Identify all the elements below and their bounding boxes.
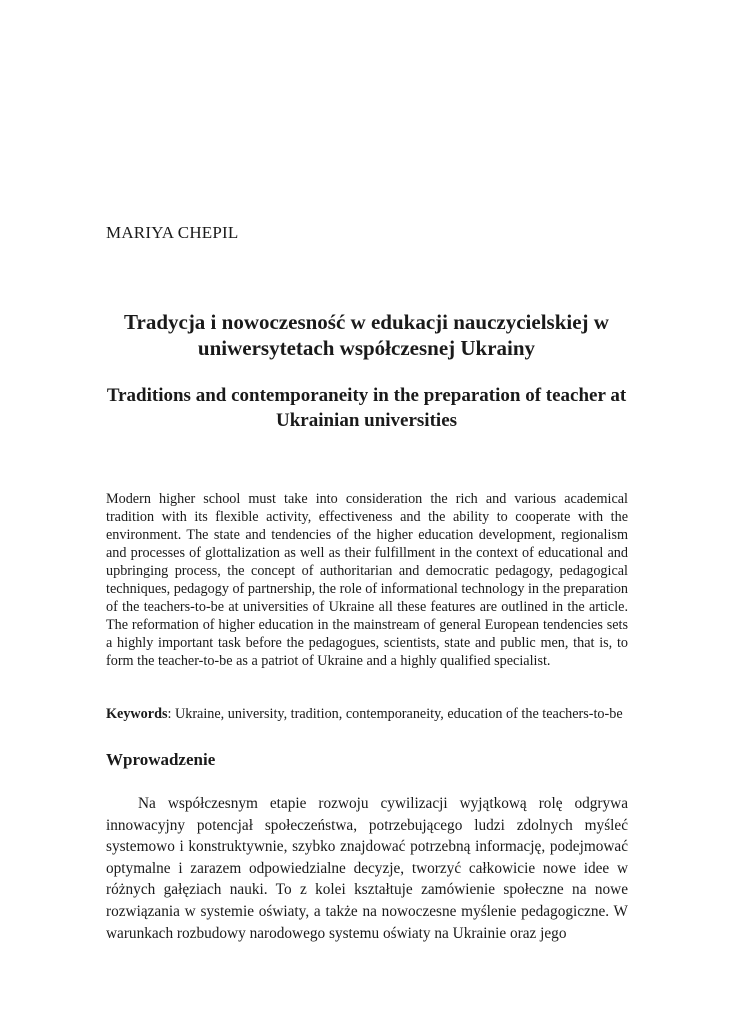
section-heading: Wprowadzenie [106,750,216,769]
author-name: MARIYA CHEPIL [106,223,239,242]
title-english: Traditions and contemporaneity in the preparation of teacher at Ukrainian universities [106,385,627,431]
abstract: Modern higher school must take into consideration the rich and various academical tradition with its flexible activity, effectiveness and the ability to cooperate with the environment. The state and tendencies of the higher education development, regionalism and processes of glottalization as well as their fulfillment in the context of educational and upbringing process, the concept of authoritarian and democratic pedagogy, pedagogical techniques, pedagogy of partnership, the role of informational technology in the preparation of the teachers-to-be at universities of Ukraine all these features are outlined in the article. The reformation of higher education in the mainstream of general European tendencies sets a highly important task before the pedagogues, scientists, state and public men, that is, to form the teacher-to-be as a patriot of Ukraine and a highly qualified specialist. [106,491,629,669]
keywords-text: Ukraine, university, tradition, contemporaneity, education of the teachers-to-be [174,706,623,722]
keywords-separator: : [167,706,175,722]
keywords-label: Keywords [106,706,168,722]
keywords-line [106,705,636,723]
body-paragraph: Na współczesnym etapie rozwoju cywilizacji wyjątkową rolę odgrywa innowacyjny potencjał społeczeństwa, potrzebującego ludzi zdolnych myśleć systemowo i konstruktywnie, szybko znajdować potrzebną informację, podejmować optymalne i zarazem odpowiedzialne decyzje, tworzyć całkowicie nowe idee w różnych gałęziach nauki. To z kolei kształtuje zamówienie społeczne na nowe rozwiązania w systemie oświaty, a także na nowoczesne myślenie pedagogiczne. W warunkach rozbudowy narodowego systemu oświaty na Ukrainie oraz jego [106,795,628,942]
title-polish: Tradycja i nowoczesność w edukacji nauczycielskiej w uniwersytetach współczesnej Ukrainy [124,310,609,360]
